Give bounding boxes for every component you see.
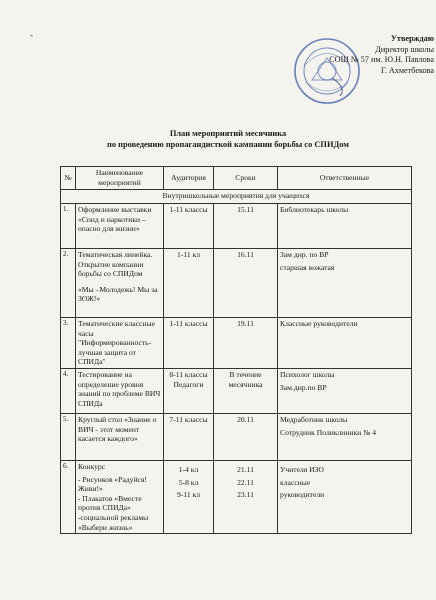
event-name-line: Конкурс <box>78 461 106 471</box>
responsible-line: Медработник школы <box>280 414 348 424</box>
date-line: 22.11 <box>237 477 254 487</box>
approval-school: СОШ № 57 им. Ю.Н. Павлова <box>329 55 434 65</box>
audience-line: 1-4 кл <box>178 464 199 474</box>
event-name-line: Оформление выставки «Спид и наркотики – опасно для жизни» <box>78 205 152 234</box>
event-dates <box>214 249 278 318</box>
audience-line: 5-8 кл <box>178 477 199 487</box>
header-name: Наименование мероприятий <box>76 167 164 190</box>
audience-line: 7-11 классы <box>169 414 208 424</box>
event-audience <box>164 249 214 318</box>
event-name <box>76 460 164 533</box>
header-audience: Аудитория <box>164 167 214 190</box>
event-name <box>76 368 164 413</box>
row-number: 3. <box>61 318 76 369</box>
event-audience <box>164 318 214 369</box>
audience-line: 1-11 классы <box>169 319 208 328</box>
approval-position: Директор школы <box>375 44 434 54</box>
event-name-line: - Рисунков «Радуйся! Живи!» <box>78 474 147 494</box>
date-line: 19.11 <box>237 319 254 328</box>
event-responsible <box>278 460 412 533</box>
header-dates: Сроки <box>214 167 278 190</box>
row-number: 2. <box>61 249 76 318</box>
events-table <box>60 166 412 534</box>
responsible-line: Классные руководители <box>280 319 358 328</box>
event-responsible <box>278 249 412 318</box>
corner-mark: - <box>30 30 33 40</box>
date-line: 23.11 <box>237 490 254 500</box>
responsible-line: Сотрудник Поликлиники № 4 <box>280 427 377 437</box>
audience-line: 8-11 классы <box>169 369 208 379</box>
audience-line: 1-11 классы <box>169 205 208 214</box>
table-row <box>61 460 412 533</box>
responsible-line: Зам дир. по ВР <box>280 250 329 259</box>
table-header-row <box>61 167 412 190</box>
event-dates <box>214 368 278 413</box>
date-line: 20.11 <box>237 414 254 424</box>
responsible-line: старшая вожатая <box>280 262 335 272</box>
event-responsible <box>278 318 412 369</box>
event-name-line: Тематическая линейка. Открытие компании борьбы со СПИДом <box>78 250 153 279</box>
event-audience <box>164 204 214 249</box>
approval-block <box>284 34 434 76</box>
row-number: 6. <box>61 460 76 533</box>
responsible-line: Психолог школы <box>280 369 335 379</box>
event-dates <box>214 318 278 369</box>
document-title <box>80 129 376 150</box>
event-dates <box>214 460 278 533</box>
audience-line: Педагоги <box>173 379 204 389</box>
table-row <box>61 413 412 460</box>
date-line: В течение месячника <box>228 369 263 389</box>
row-number: 1. <box>61 204 76 249</box>
event-name-line: Тестирование на определение уровня знаний по проблеме ВИЧ СПИДа <box>78 369 161 408</box>
date-line: 21.11 <box>237 464 254 474</box>
responsible-line: Учителя ИЗО <box>280 464 324 474</box>
event-name <box>76 204 164 249</box>
section-title: Внутришкольные мероприятия для учащихся <box>61 190 412 204</box>
event-dates <box>214 413 278 460</box>
event-name-line: «Мы –Молодежь! Мы за ЗОЖ!» <box>78 284 158 304</box>
event-name <box>76 249 164 318</box>
title-line-2: по проведению пропагандисткой кампании борьбы со СПИДом <box>107 139 349 149</box>
table-row <box>61 249 412 318</box>
event-name <box>76 318 164 369</box>
event-audience <box>164 368 214 413</box>
date-line: 16.11 <box>237 250 254 259</box>
event-responsible <box>278 204 412 249</box>
responsible-line: классные <box>280 477 311 487</box>
row-number: 5. <box>61 413 76 460</box>
approval-heading: Утверждаю <box>390 34 434 43</box>
audience-line: 9-11 кл <box>176 490 200 500</box>
row-number: 4. <box>61 368 76 413</box>
header-number: № <box>61 167 76 190</box>
event-name-line: Круглый стол «Знание о ВИЧ - этот момент касается каждого» <box>78 414 157 444</box>
title-line-1: План мероприятий месячника <box>169 129 287 138</box>
table-row <box>61 318 412 369</box>
responsible-line: руководители <box>280 490 325 500</box>
responsible-line: Библиотекарь школы <box>280 205 349 214</box>
event-responsible <box>278 368 412 413</box>
event-name-line: -социальной рекламы «Выбери жизнь» <box>78 512 149 532</box>
date-line: 15.11 <box>237 205 254 214</box>
approval-signer: Г. Ахметбекова <box>380 65 434 75</box>
event-name-line: - Плакатов «Вместе против СПИДа» <box>78 493 142 513</box>
table-row <box>61 368 412 413</box>
header-responsible: Ответственные <box>278 167 412 190</box>
event-dates <box>214 204 278 249</box>
table-row <box>61 204 412 249</box>
section-row <box>61 190 412 204</box>
event-name-line: Тематические классные часы "Информированность-лучшая защита от СПИДа" <box>78 319 155 367</box>
event-responsible <box>278 413 412 460</box>
event-audience <box>164 413 214 460</box>
event-audience <box>164 460 214 533</box>
event-name <box>76 413 164 460</box>
responsible-line: Зам.дир.по ВР <box>280 382 327 392</box>
audience-line: 1-11 кл <box>176 250 200 259</box>
